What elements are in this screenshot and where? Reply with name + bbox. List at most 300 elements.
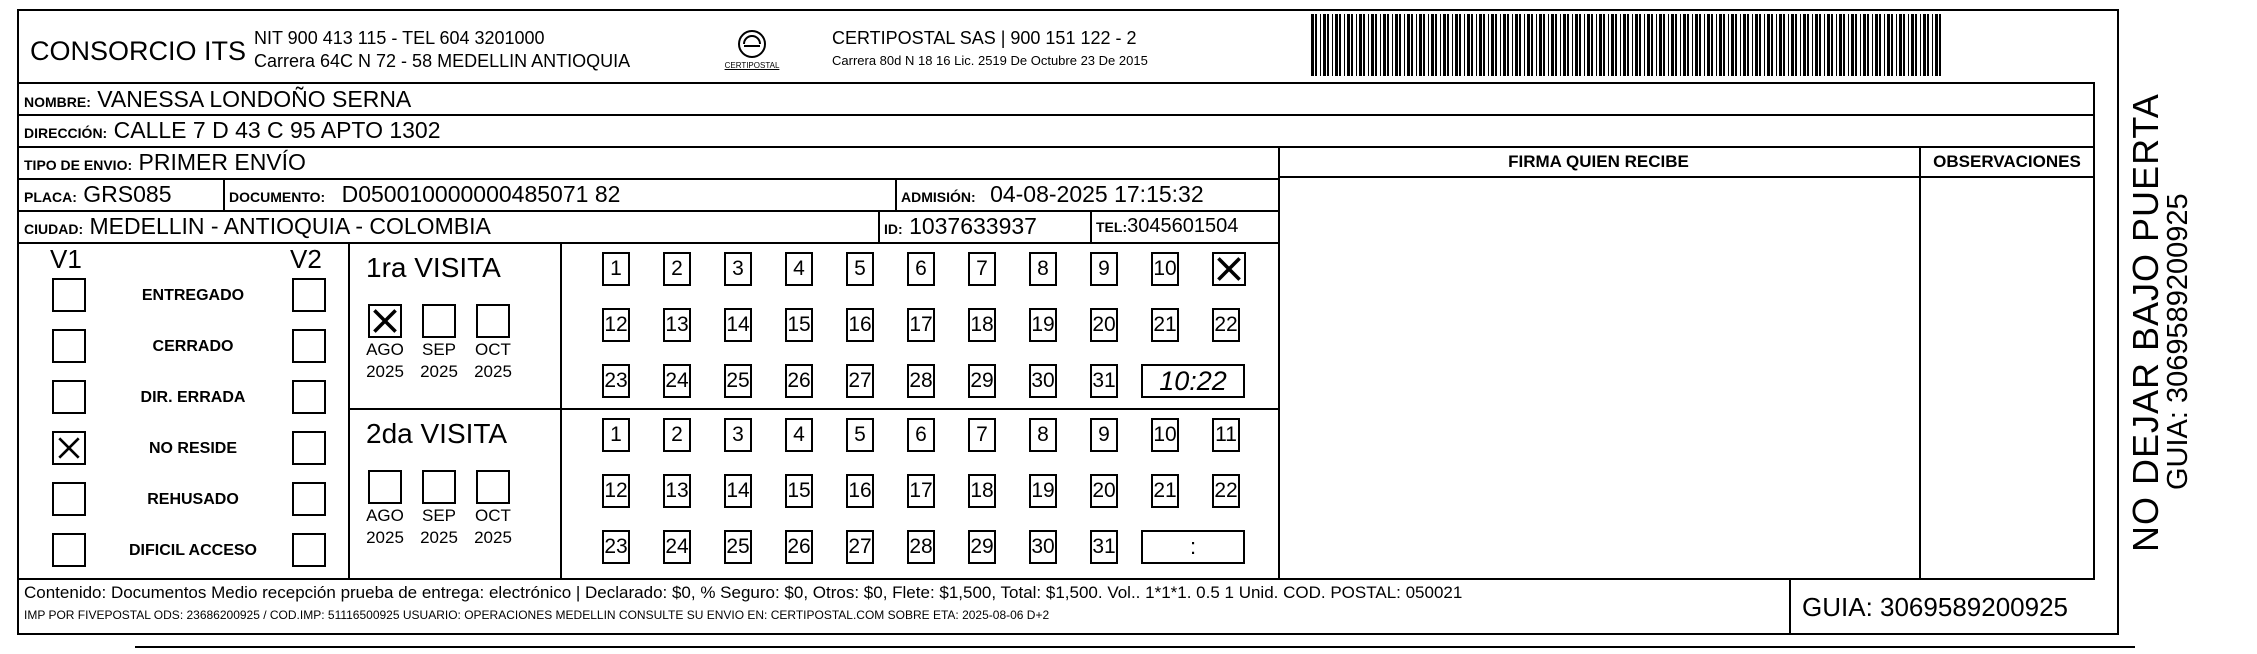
barcode-bar (1839, 14, 1842, 76)
barcode-bar (1927, 14, 1929, 76)
rule-tel-sep (1090, 210, 1092, 242)
barcode-bar (1915, 14, 1917, 76)
side-notice: NO DEJAR BAJO PUERTA (2125, 93, 2166, 552)
barcode-bar (1632, 14, 1633, 76)
rule-city (17, 242, 1279, 244)
tel: 3045601504 (1127, 215, 1239, 237)
recipient-name: VANESSA LONDOÑO SERNA (97, 86, 412, 112)
barcode-bar (1351, 14, 1353, 76)
day-box[interactable]: 5 (846, 252, 874, 286)
barcode-bar (1707, 14, 1710, 76)
status-v2-checkbox[interactable] (292, 380, 326, 414)
barcode-bar (1419, 14, 1422, 76)
day-box[interactable]: 30 (1029, 364, 1057, 398)
check-x-icon (1214, 254, 1244, 284)
barcode-bar (1623, 14, 1626, 76)
barcode-bar (1327, 14, 1329, 76)
barcode-bar (1399, 14, 1401, 76)
day-box[interactable]: 2 (663, 418, 691, 452)
day-box[interactable]: 24 (663, 364, 691, 398)
day-box[interactable]: 26 (785, 530, 813, 564)
barcode-bar (1699, 14, 1701, 76)
barcode-bar (1779, 14, 1782, 76)
barcode-bar (1392, 14, 1393, 76)
month-label: OCT (475, 506, 511, 525)
barcode-bar (1375, 14, 1377, 76)
barcode-bar (1479, 14, 1482, 76)
status-v2-checkbox[interactable] (292, 482, 326, 516)
barcode-bar (1771, 14, 1773, 76)
month-year: 2025 (366, 528, 404, 547)
rule-signature-left (1278, 146, 1280, 580)
day-box[interactable]: 17 (907, 308, 935, 342)
status-v1-checkbox[interactable] (52, 431, 86, 465)
day-box[interactable]: 18 (968, 474, 996, 508)
barcode-bar (1704, 14, 1705, 76)
document-label: DOCUMENTO: (229, 189, 326, 205)
day-box[interactable]: 9 (1090, 418, 1118, 452)
carrier-name: CERTIPOSTAL SAS | 900 151 122 - 2 (832, 28, 1137, 48)
day-box[interactable]: 1 (602, 418, 630, 452)
barcode-bar (1788, 14, 1789, 76)
company-name: CONSORCIO ITS (30, 36, 247, 66)
barcode-bar (1383, 14, 1386, 76)
barcode-bar (1620, 14, 1621, 76)
barcode-bar (1728, 14, 1729, 76)
barcode-bar (1855, 14, 1857, 76)
barcode-bar (1743, 14, 1746, 76)
barcode-bar (1347, 14, 1350, 76)
barcode-bar (1887, 14, 1890, 76)
rule-footer-guia (1789, 578, 1791, 635)
recipient-address-row (24, 117, 441, 144)
barcode-bar (1860, 14, 1861, 76)
check-x-icon (370, 306, 400, 336)
barcode-bar (1332, 14, 1333, 76)
barcode-bar (1848, 14, 1849, 76)
day-box[interactable]: 7 (968, 252, 996, 286)
barcode-bar (1687, 14, 1689, 76)
barcode-bar (1339, 14, 1341, 76)
day-box[interactable]: 3 (724, 252, 752, 286)
day-box[interactable]: 8 (1029, 418, 1057, 452)
barcode-bar (1368, 14, 1369, 76)
barcode-bar (1719, 14, 1722, 76)
day-box[interactable]: 15 (785, 308, 813, 342)
barcode-bar (1543, 14, 1545, 76)
barcode-bar (1452, 14, 1453, 76)
day-box[interactable]: 27 (846, 364, 874, 398)
address-label: DIRECCIÓN: (24, 125, 108, 141)
barcode-bar (1663, 14, 1665, 76)
barcode-bar (1335, 14, 1338, 76)
imp-line: IMP POR FIVEPOSTAL ODS: 23686200925 / COD.IMP: 51116500925 USUARIO: OPERACIONES MEDELLIN CONSULTE SU ENVIO EN: CERTIPOSTAL.COM SOBRE ETA: 2025-08-06 D+2 (24, 608, 1050, 622)
barcode-bar (1872, 14, 1873, 76)
v2-label: V2 (290, 244, 322, 274)
status-v2-checkbox[interactable] (292, 278, 326, 312)
barcode-bar (1387, 14, 1389, 76)
barcode-bar (1315, 14, 1317, 76)
day-box[interactable]: 16 (846, 474, 874, 508)
recipient-address: CALLE 7 D 43 C 95 APTO 1302 (113, 117, 441, 143)
day-box[interactable]: 2 (663, 252, 691, 286)
day-box[interactable]: 22 (1212, 308, 1240, 342)
id-number: 1037633937 (909, 213, 1037, 239)
day-box[interactable]: 7 (968, 418, 996, 452)
barcode-bar (1776, 14, 1777, 76)
plate: GRS085 (83, 181, 172, 207)
day-box[interactable]: 6 (907, 418, 935, 452)
day-box[interactable]: 5 (846, 418, 874, 452)
day-box[interactable]: 31 (1090, 364, 1118, 398)
barcode-bar (1464, 14, 1465, 76)
barcode-bar (1795, 14, 1797, 76)
day-box[interactable]: 24 (663, 530, 691, 564)
barcode-bar (1932, 14, 1933, 76)
barcode-bar (1428, 14, 1429, 76)
city-label: CIUDAD: (24, 221, 84, 237)
barcode-bar (1555, 14, 1557, 76)
barcode-bar (1423, 14, 1425, 76)
month-checkbox[interactable] (476, 304, 510, 338)
day-box[interactable]: 31 (1090, 530, 1118, 564)
visit-time-field[interactable]: 10:22 (1141, 364, 1245, 398)
observations-label: OBSERVACIONES (1933, 152, 2081, 171)
month-label: OCT (475, 340, 511, 359)
rule-visit-days-left (560, 242, 562, 580)
barcode-bar (1371, 14, 1374, 76)
barcode-bar (1747, 14, 1749, 76)
side-guia: GUIA: 3069589200925 (2162, 193, 2194, 490)
day-box[interactable]: 18 (968, 308, 996, 342)
day-box[interactable]: 13 (663, 474, 691, 508)
bottom-trim-line (135, 646, 2135, 648)
month-checkbox[interactable] (422, 470, 456, 504)
month-checkbox[interactable] (422, 304, 456, 338)
barcode-bar (1407, 14, 1410, 76)
month-year: 2025 (366, 362, 404, 381)
shipment-type-row (24, 149, 306, 176)
name-label: NOMBRE: (24, 94, 91, 110)
day-box[interactable]: 29 (968, 530, 996, 564)
status-v2-checkbox[interactable] (292, 431, 326, 465)
barcode-bar (1512, 14, 1513, 76)
barcode-bar (1320, 14, 1321, 76)
barcode-bar (1531, 14, 1533, 76)
barcode-bar (1884, 14, 1885, 76)
barcode-bar (1683, 14, 1686, 76)
barcode-bar (1455, 14, 1458, 76)
barcode-bar (1647, 14, 1650, 76)
barcode-bar (1644, 14, 1645, 76)
barcode-bar (1920, 14, 1921, 76)
day-box[interactable]: 23 (602, 364, 630, 398)
status-option-label: DIR. ERRADA (140, 389, 246, 406)
day-box[interactable]: 25 (724, 364, 752, 398)
barcode-bar (1899, 14, 1902, 76)
barcode-bar (1495, 14, 1497, 76)
day-box[interactable]: 1 (602, 252, 630, 286)
barcode-bar (1752, 14, 1753, 76)
barcode-bar (1344, 14, 1345, 76)
rule-shipment (17, 178, 1279, 180)
barcode-bar (1356, 14, 1357, 76)
barcode-bar (1500, 14, 1501, 76)
rule-footer (17, 578, 2095, 580)
day-box[interactable]: 29 (968, 364, 996, 398)
barcode-bar (1395, 14, 1398, 76)
day-box[interactable]: 26 (785, 364, 813, 398)
day-box[interactable]: 10 (1151, 252, 1179, 286)
day-box[interactable]: 30 (1029, 530, 1057, 564)
barcode-bar (1488, 14, 1489, 76)
barcode-bar (1827, 14, 1830, 76)
barcode-bar (1675, 14, 1677, 76)
month-year: 2025 (474, 362, 512, 381)
barcode-bar (1536, 14, 1537, 76)
barcode-bar (1935, 14, 1938, 76)
barcode-bar (1843, 14, 1845, 76)
barcode-bar (1491, 14, 1494, 76)
month-year: 2025 (474, 528, 512, 547)
status-v1-checkbox[interactable] (52, 482, 86, 516)
day-box[interactable]: 20 (1090, 308, 1118, 342)
day-box[interactable]: 9 (1090, 252, 1118, 286)
check-x-icon (54, 433, 84, 463)
shipment-type-label: TIPO DE ENVIO: (24, 157, 133, 173)
rule-observations-left (1919, 146, 1921, 580)
barcode-bar (1731, 14, 1734, 76)
barcode-bar (1791, 14, 1794, 76)
barcode-bar (1447, 14, 1449, 76)
rule-name (17, 114, 2095, 116)
barcode-bar (1695, 14, 1698, 76)
barcode-bar (1575, 14, 1578, 76)
barcode-bar (1740, 14, 1741, 76)
barcode-bar (1651, 14, 1653, 76)
barcode-bar (1591, 14, 1593, 76)
signature-area[interactable] (1281, 178, 1918, 578)
day-box[interactable]: 16 (846, 308, 874, 342)
day-box[interactable]: 14 (724, 308, 752, 342)
barcode-bar (1836, 14, 1837, 76)
status-v1-checkbox[interactable] (52, 380, 86, 414)
day-box[interactable]: 15 (785, 474, 813, 508)
barcode-bar (1503, 14, 1506, 76)
status-option-label: NO RESIDE (148, 440, 237, 457)
day-box[interactable]: 11 (1212, 418, 1240, 452)
barcode-bar (1807, 14, 1809, 76)
day-box[interactable]: 4 (785, 418, 813, 452)
barcode-bar (1803, 14, 1806, 76)
barcode-bar (1635, 14, 1638, 76)
signature-label: FIRMA QUIEN RECIBE (1508, 152, 1689, 171)
barcode-bar (1668, 14, 1669, 76)
rule-top (17, 82, 2095, 84)
day-box[interactable]: 10 (1151, 418, 1179, 452)
status-option-label: DIFICIL ACCESO (128, 542, 257, 559)
day-box[interactable]: 12 (602, 308, 630, 342)
city: MEDELLIN - ANTIOQUIA - COLOMBIA (89, 213, 491, 239)
recipient-name-row (24, 86, 411, 113)
month-label: SEP (421, 506, 457, 525)
barcode-bar (1507, 14, 1509, 76)
barcode-bar (1611, 14, 1614, 76)
day-box[interactable]: 25 (724, 530, 752, 564)
plate-label: PLACA: (24, 189, 77, 205)
carrier-address: Carrera 80d N 18 16 Lic. 2519 De Octubre 23 De 2015 (832, 53, 1148, 68)
barcode-bar (1416, 14, 1417, 76)
day-box[interactable]: 14 (724, 474, 752, 508)
footer-guia: GUIA: 3069589200925 (1802, 592, 2068, 622)
status-v1-checkbox[interactable] (52, 329, 86, 363)
barcode-bar (1783, 14, 1785, 76)
status-v2-checkbox[interactable] (292, 533, 326, 567)
barcode-bar (1815, 14, 1818, 76)
barcode-bar (1867, 14, 1869, 76)
tel-label: TEL: (1096, 219, 1128, 235)
visit-time-field[interactable]: : (1141, 530, 1245, 564)
day-box[interactable]: 28 (907, 530, 935, 564)
company-address: Carrera 64C N 72 - 58 MEDELLIN ANTIOQUIA (254, 51, 631, 71)
day-box[interactable]: 21 (1151, 308, 1179, 342)
status-v1-checkbox[interactable] (52, 533, 86, 567)
barcode-bar (1515, 14, 1518, 76)
admission: 04-08-2025 17:15:32 (990, 181, 1204, 207)
barcode-bar (1599, 14, 1602, 76)
rule-right (2093, 82, 2095, 580)
barcode-bar (1411, 14, 1413, 76)
observations-area[interactable] (1922, 178, 2092, 578)
month-checkbox[interactable] (476, 470, 510, 504)
day-box[interactable]: 8 (1029, 252, 1057, 286)
day-box[interactable]: 19 (1029, 308, 1057, 342)
barcode-bar (1824, 14, 1825, 76)
barcode-bar (1723, 14, 1725, 76)
rule-visit-split (348, 408, 1278, 410)
barcode-bar (1659, 14, 1662, 76)
month-checkbox[interactable] (368, 470, 402, 504)
day-box[interactable]: 6 (907, 252, 935, 286)
barcode-bar (1567, 14, 1569, 76)
visit-title: 2da VISITA (366, 418, 508, 449)
barcode-bar (1440, 14, 1441, 76)
document: D050010000000485071 82 (341, 181, 621, 207)
barcode-bar (1443, 14, 1446, 76)
status-v1-checkbox[interactable] (52, 278, 86, 312)
month-year: 2025 (420, 362, 458, 381)
barcode-bar (1908, 14, 1909, 76)
day-box[interactable]: 12 (602, 474, 630, 508)
v1-label: V1 (50, 244, 82, 274)
barcode-bar (1587, 14, 1590, 76)
barcode-bar (1831, 14, 1833, 76)
barcode-bar (1548, 14, 1549, 76)
day-box[interactable]: 13 (663, 308, 691, 342)
barcode-bar (1519, 14, 1521, 76)
barcode-bar (1527, 14, 1530, 76)
day-box[interactable]: 28 (907, 364, 935, 398)
status-v2-checkbox[interactable] (292, 329, 326, 363)
day-box[interactable]: 17 (907, 474, 935, 508)
barcode-bar (1863, 14, 1866, 76)
rule-admission-sep (895, 178, 897, 210)
day-box[interactable]: 20 (1090, 474, 1118, 508)
barcode-bar (1603, 14, 1605, 76)
barcode-bar (1467, 14, 1470, 76)
status-option-label: REHUSADO (147, 491, 239, 508)
city-row (24, 213, 491, 240)
day-box[interactable]: 3 (724, 418, 752, 452)
barcode-bar (1692, 14, 1693, 76)
barcode-bar (1759, 14, 1761, 76)
barcode-bar (1764, 14, 1765, 76)
barcode-bar (1380, 14, 1381, 76)
day-box[interactable]: 4 (785, 252, 813, 286)
day-box[interactable]: 21 (1151, 474, 1179, 508)
barcode-bar (1639, 14, 1641, 76)
id-row (884, 213, 1037, 240)
barcode-bar (1431, 14, 1434, 76)
shipment-type: PRIMER ENVÍO (138, 149, 306, 175)
barcode-bar (1819, 14, 1821, 76)
barcode-bar (1767, 14, 1770, 76)
barcode-bar (1539, 14, 1542, 76)
day-box[interactable] (1212, 252, 1246, 286)
barcode-bar (1563, 14, 1566, 76)
barcode-bar (1800, 14, 1801, 76)
day-box[interactable]: 23 (602, 530, 630, 564)
status-option-label: CERRADO (152, 338, 234, 355)
barcode-bar (1323, 14, 1326, 76)
barcode-bar (1435, 14, 1437, 76)
barcode-bar (1735, 14, 1737, 76)
barcode-bar (1615, 14, 1617, 76)
barcode-bar (1471, 14, 1473, 76)
tel-row (1096, 215, 1238, 238)
month-label: AGO (366, 506, 404, 525)
barcode-bar (1311, 14, 1314, 76)
barcode-bar (1476, 14, 1477, 76)
rule-id-sep (878, 210, 880, 242)
company-nit: NIT 900 413 115 - TEL 604 3201000 (254, 28, 545, 48)
month-checkbox[interactable] (368, 304, 402, 338)
barcode-bar (1551, 14, 1554, 76)
barcode-bar (1891, 14, 1893, 76)
month-label: SEP (421, 340, 457, 359)
barcode-bar (1483, 14, 1485, 76)
barcode-graphic (1311, 14, 1944, 76)
barcode-bar (1404, 14, 1405, 76)
barcode-bar (1363, 14, 1365, 76)
admission-label: ADMISIÓN: (901, 189, 976, 205)
plate-row (24, 181, 172, 208)
day-box[interactable]: 19 (1029, 474, 1057, 508)
day-box[interactable]: 27 (846, 530, 874, 564)
visit-title: 1ra VISITA (366, 252, 501, 283)
barcode-bar (1851, 14, 1854, 76)
barcode-bar (1608, 14, 1609, 76)
barcode-bar (1459, 14, 1461, 76)
barcode-bar (1879, 14, 1881, 76)
barcode-bar (1711, 14, 1713, 76)
day-box[interactable]: 22 (1212, 474, 1240, 508)
rule-plate-sep (223, 178, 225, 210)
document-row (229, 181, 620, 208)
month-year: 2025 (420, 528, 458, 547)
barcode-bar (1755, 14, 1758, 76)
barcode-bar (1572, 14, 1573, 76)
